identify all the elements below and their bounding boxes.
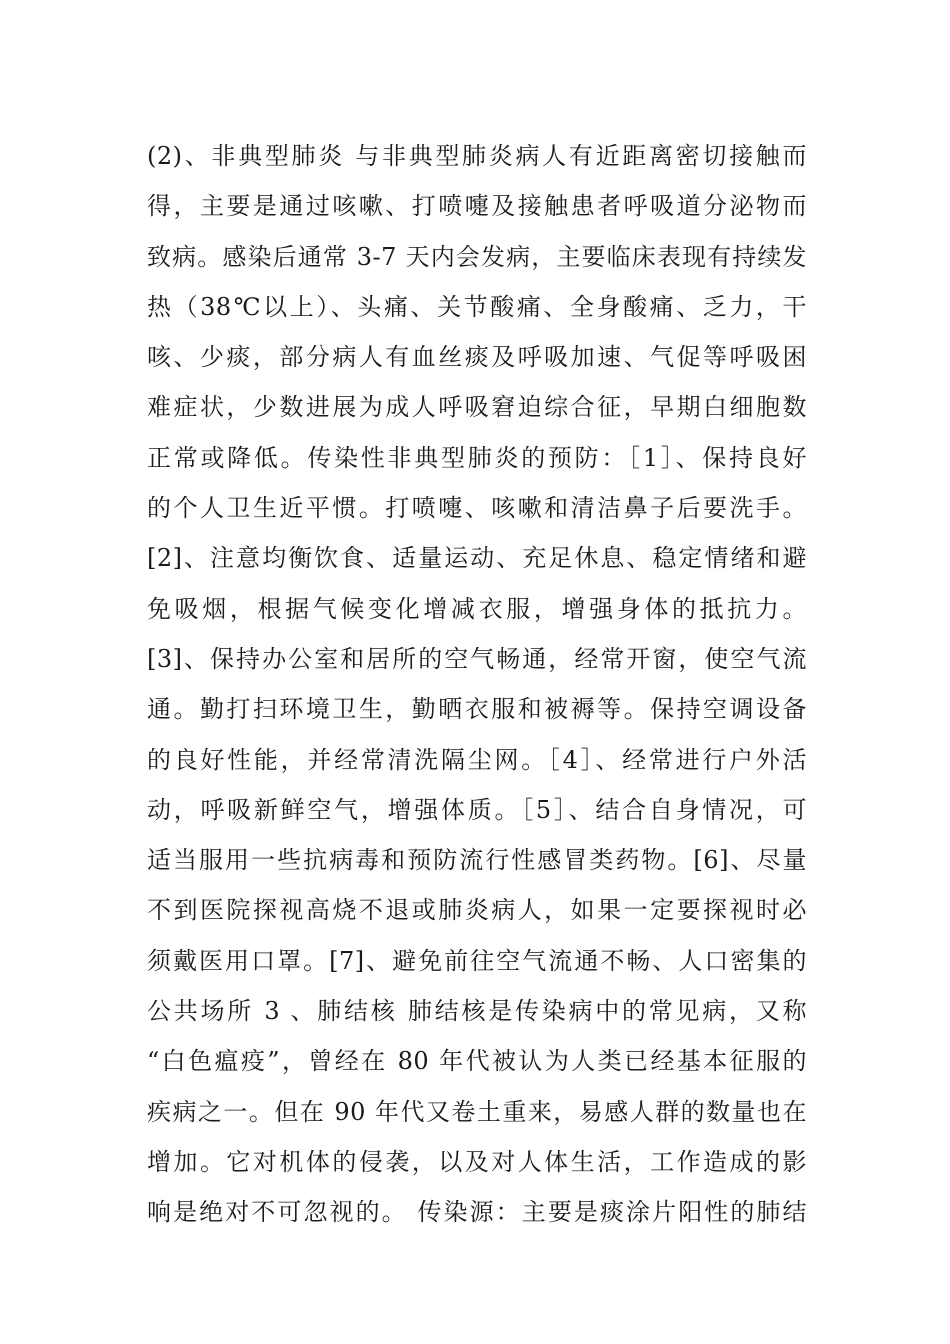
- text-line: (2)、非典型肺炎 与非典型肺炎病人有近距离密切接触而: [147, 142, 807, 170]
- text-line: 热（38℃以上）、头痛、关节酸痛、全身酸痛、乏力，干: [147, 292, 807, 321]
- text-line: 动，呼吸新鲜空气，增强体质。［5］、结合自身情况，可: [147, 795, 807, 824]
- text-line: 免吸烟，根据气候变化增减衣服，增强身体的抵抗力。: [147, 594, 807, 623]
- text-line: 的个人卫生近平惯。打喷嚏、咳嗽和清洁鼻子后要洗手。: [147, 494, 807, 523]
- text-line: 不到医院探视高烧不退或肺炎病人，如果一定要探视时必: [147, 896, 807, 925]
- text-line: 正常或降低。传染性非典型肺炎的预防：［1］、保持良好: [147, 443, 807, 472]
- text-line: 通。勤打扫环境卫生，勤晒衣服和被褥等。保持空调设备: [147, 695, 807, 724]
- text-line: 得，主要是通过咳嗽、打喷嚏及接触患者呼吸道分泌物而: [147, 192, 807, 221]
- text-line: 咳、少痰，部分病人有血丝痰及呼吸加速、气促等呼吸困: [147, 343, 807, 372]
- text-line: 须戴医用口罩。[7]、避免前往空气流通不畅、人口密集的: [147, 946, 807, 975]
- text-line: 适当服用一些抗病毒和预防流行性感冒类药物。[6]、尽量: [147, 846, 807, 875]
- text-line: 难症状，少数进展为成人呼吸窘迫综合征，早期白细胞数: [147, 393, 807, 422]
- text-line: 增加。它对机体的侵袭，以及对人体生活，工作造成的影: [147, 1147, 807, 1176]
- text-line: [2]、注意均衡饮食、适量运动、充足休息、稳定情绪和避: [147, 544, 807, 573]
- text-line: 响是绝对不可忽视的。 传染源：主要是痰涂片阳性的肺结: [147, 1198, 807, 1227]
- body-text: [147, 131, 807, 1238]
- text-line: 的良好性能，并经常清洗隔尘网。［4］、经常进行户外活: [147, 745, 807, 774]
- text-line: “白色瘟疫”，曾经在 80 年代被认为人类已经基本征服的: [147, 1047, 807, 1076]
- text-line: 致病。感染后通常 3-7 天内会发病，主要临床表现有持续发: [147, 242, 807, 271]
- text-line: 疾病之一。但在 90 年代又卷土重来，易感人群的数量也在: [147, 1097, 807, 1126]
- text-line: [3]、保持办公室和居所的空气畅通，经常开窗，使空气流: [147, 644, 807, 673]
- text-line: 公共场所 3 、肺结核 肺结核是传染病中的常见病，又称: [147, 997, 807, 1026]
